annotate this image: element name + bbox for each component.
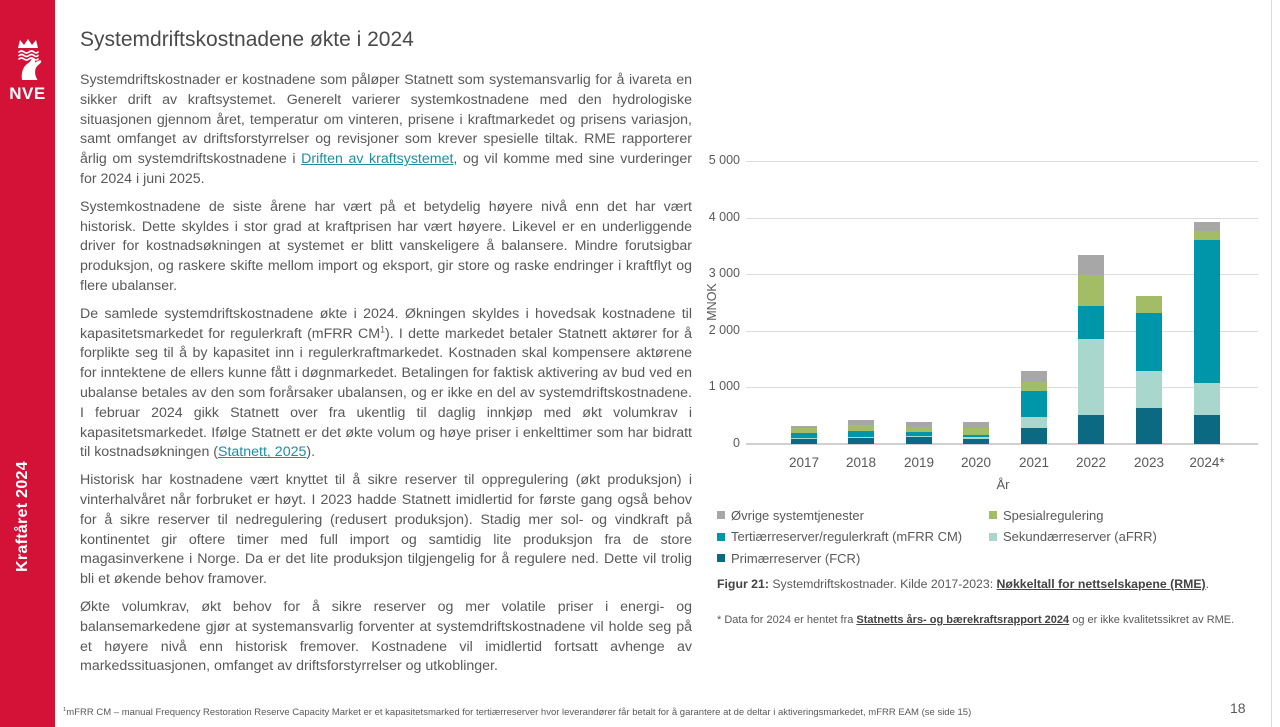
text-run: Systemdriftskostnader. Kilde 2017-2023: [772,577,997,591]
legend-swatch-icon [717,511,725,519]
legend-swatch-icon [717,554,725,562]
paragraph [80,198,692,297]
x-tick-label: 2021 [1018,455,1050,470]
y-tick-label: 5 000 [708,153,740,167]
bar-segment [1078,275,1104,306]
y-tick-label: 3 000 [708,266,740,281]
bar-segment [848,438,874,444]
bar-segment [1078,415,1104,444]
bar-segment [791,438,817,439]
bar-segment [906,432,932,436]
bar-segment [963,428,989,435]
x-axis-line [746,443,1258,445]
article-body [80,71,692,685]
x-tick-label: 2018 [845,455,877,470]
bar-segment [1021,417,1047,428]
bar-segment [791,426,817,427]
sidebar-vertical-title: Kraftåret 2024 [14,461,31,572]
x-tick-label: 2017 [788,455,820,470]
legend-label: Primærreserver (FCR) [731,550,861,566]
gridline [746,274,1258,275]
stacked-bar-chart [700,140,1278,490]
bar-segment [791,428,817,433]
footnote [63,707,1208,718]
y-axis-label: MNOK [705,283,719,321]
superscript: 1 [380,323,386,334]
legend-swatch-icon [989,511,997,519]
legend-item [717,530,989,544]
bar-segment [1078,339,1104,415]
bar-segment [1021,428,1047,444]
text-run: Systemkostnadene de siste årene har vært på et betydelig høyere nivå enn det har vært historisk. Dette skyldes i stor grad at kraftprisen har vært høyere. Likevel er en underliggende driver for kostnadsøkningen at systemet er blitt vanskeligere å balansere. Mindre forutsigbar produksjon, og raskere skifte mellom import og eksport, gir store og raske endringer i kraftflyt og flere ubalanser. [80,198,692,294]
legend-item [717,551,989,565]
text-run: Økte volumkrav, økt behov for å sikre reserver og mer volatile priser i energi- og balansemarkedene gjør at systemansvarlig forventer at systemdriftskostnadene vil holde seg på et høyere nivå enn historisk fremover. Kostnadene vil imidlertid fortsatt avhenge av markedssituasjonen, omfanget av driftsforstyrrelser og utkoblinger. [80,598,692,675]
y-tick-label: 4 000 [708,209,740,224]
chart-legend [717,508,1275,565]
gridline [746,331,1258,332]
bar-segment [1194,383,1220,415]
bar-segment [1194,415,1220,444]
bar-segment [791,439,817,444]
bar-segment [848,437,874,438]
paragraph [80,598,692,677]
bar-segment [963,437,989,439]
page-number: 18 [1230,700,1246,716]
text-link[interactable]: Statnetts års- og bærekraftsrapport 2024 [856,614,1070,626]
bar-segment [906,436,932,437]
gridline [746,218,1258,219]
legend-label: Tertiærreserver/regulerkraft (mFRR CM) [731,529,963,544]
bar-segment [1021,391,1047,417]
bar-segment [1136,313,1162,372]
bar-segment [1194,240,1220,383]
x-tick-label: 2019 [903,455,935,470]
bar-segment [906,427,932,432]
legend-label: Øvrige systemtjenester [731,507,864,523]
bar-segment [1078,255,1104,275]
legend-label: Sekundærreserver (aFRR) [1003,529,1157,544]
bar-segment [963,435,989,437]
bar-segment [1021,382,1047,391]
text-link[interactable]: Driften av kraftsystemet [301,151,454,168]
text-run: mFRR CM – manual Frequency Restoration Reserve Capacity Market er et kapasitetsmarked for tertiærreserver hvor leverandører får betalt for å garantere at de deltar i aktiveringsmarkedet, mFRR EAM (se side 15) [66,707,972,718]
paragraph [80,71,692,190]
bar-segment [1136,408,1162,444]
legend-item [989,530,1275,544]
bar-segment [1136,371,1162,408]
x-tick-label: 2023 [1133,455,1165,470]
legend-label: Spesialregulering [1003,507,1104,523]
text-run: Systemdriftskostnader er kostnadene som påløper Statnett som systemansvarlig for å ivareta en sikker drift av kraftsystemet. Generelt varierer systemkostnadene med den hydrologiske situasjonen gjennom året, temperatur om vinteren, prisene i kraftmarkedet og prisens variasjon, samt omfanget av driftsforstyrrelser og revisjoner som krever spesielle tiltak. RME rapporterer årlig om systemdriftskostnadene i [80,72,692,168]
nve-logo [0,36,55,104]
bar-segment [791,433,817,438]
text-run: . [1205,577,1210,591]
bar-segment [1194,222,1220,232]
gridline [746,161,1258,162]
bar-segment [848,431,874,437]
y-tick-label: 0 [733,436,740,450]
x-axis-label: År [996,477,1010,492]
text-run: De samlede systemdriftskostnadene økte i 2024. Økningen skyldes i hovedsak kostnadene til kapasitetsmarkedet for regulerkraft (mFRR CM [80,305,692,342]
legend-swatch-icon [717,533,725,541]
nve-logo-text: NVE [9,84,46,103]
bar-segment [1136,296,1162,313]
figure-caption [717,576,1275,593]
bar-segment [1194,231,1220,240]
bar-segment [963,422,989,428]
bar-segment [963,439,989,444]
bar-segment [848,420,874,425]
nve-crest-icon [10,36,46,82]
y-tick-label: 2 000 [708,322,740,337]
text-link[interactable]: Statnett, 2025 [218,444,307,461]
gridline [746,387,1258,388]
bar-segment [906,422,932,427]
page-title: Systemdriftskostnadene økte i 2024 [80,28,414,51]
figure-note [717,612,1273,629]
text-link[interactable]: Nøkkeltall for nettselskapene (RME) [996,577,1206,591]
bar-segment [1078,306,1104,339]
text-run: og er ikke kvalitetssikret av RME. [1069,614,1235,626]
text-run: , og vil komme med sine vurderinger for 2024 i juni 2025. [80,151,693,187]
text-run: Figur 21: [717,577,773,591]
superscript: 1 [63,706,67,713]
page-right-border [1271,0,1272,727]
y-tick-label: 1 000 [708,379,740,394]
text-run: ). [306,444,316,461]
text-run: * Data for 2024 er hentet fra [717,614,857,626]
paragraph [80,471,692,590]
text-run: ). I dette markedet betaler Statnett aktører for å forplikte seg til å by kapasitet inn i regulerkraftmarkedet. Kostnaden skal kompensere aktørene for inntektene de ellers kunne fått i døgnmarkedet. Betalingen for faktisk aktivering av bud ved en ubalanse betales av den som forårsaker ubalansen, og er ikke en del av systemdriftskostnadene. I februar 2024 gikk Statnett over fra ukentlig til daglig innkjøp med økt volumkrav i kapasitetsmarkedet. Ifølge Statnett er det økte volum og høye priser i enkelttimer som har bidratt til kostnadsøkningen ( [80,325,692,461]
legend-item [717,508,989,522]
text-run: Historisk har kostnadene vært knyttet til å sikre reserver til oppregulering (økt produksjon) i vinterhalvåret når forbruket er høyt. I 2023 hadde Statnett imidlertid for første gang også behov for å sikre reserver til nedregulering (redusert produksjon). Stadig mer sol- og vindkraft på kontinentet gir oftere timer med full import og samtidig lite produksjon fra de store magasinverkene i Norge. Da er det lite produksjon tilgjengelig for å regulere ned. Dette vil trolig bli et økende behov framover. [80,472,692,588]
x-tick-label: 2020 [960,455,992,470]
x-tick-label: 2024* [1189,455,1225,470]
legend-item [989,508,1275,522]
x-tick-label: 2022 [1075,455,1107,470]
legend-swatch-icon [989,533,997,541]
bar-segment [906,437,932,444]
sidebar [0,0,55,727]
bar-segment [848,425,874,431]
paragraph [80,305,692,463]
bar-segment [1021,371,1047,382]
